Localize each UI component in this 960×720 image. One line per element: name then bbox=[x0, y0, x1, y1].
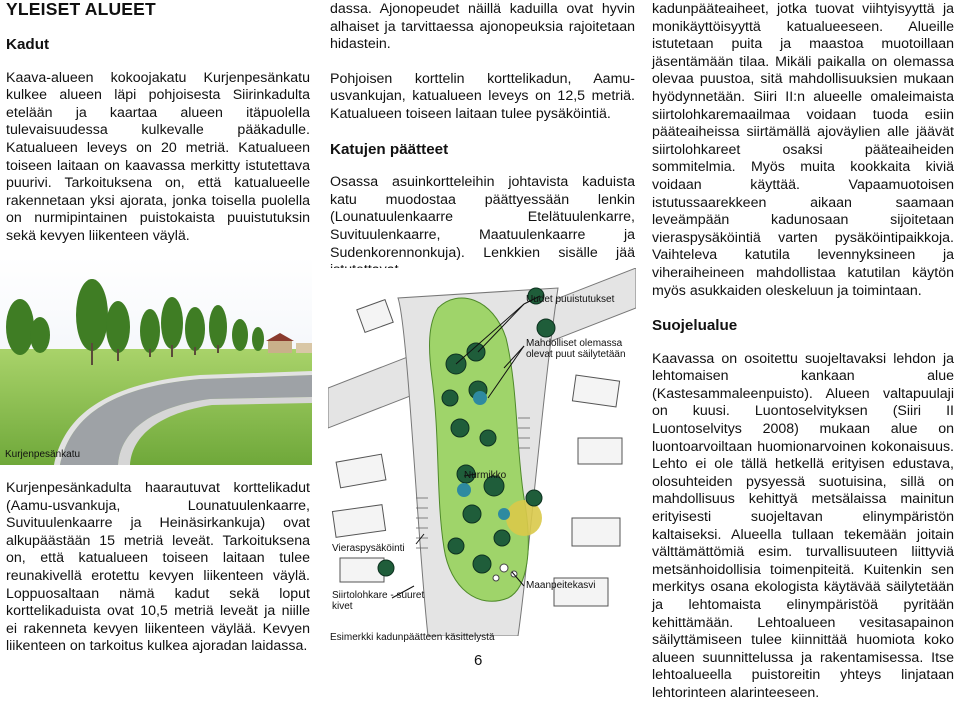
map-label-kept-trees: Mahdolliset olemassa olevat puut säilytetään bbox=[526, 338, 626, 360]
section-heading-kadut: Kadut bbox=[6, 36, 50, 53]
map-label-new-trees: Uudet puuistutukset bbox=[526, 294, 615, 305]
paragraph: Kurjenpesänkadulta haarautuvat korttelikadut (Aamu-usvankuja, Lounatuulenkaarre, Suvituulenkaarre ja Heinäsirkankuja) ovat alkupäästään 15 metriä leveät. Tarkoituksena on, että katualueen toiseen laitaan tulee reunakivellä erotettu kevyen liikenteen väylä. Loppuosaltaan nämä kadut sekä loput korttelikaduista ovat 10,5 metriä leveät ja niille ei rakenneta kevyen liikenteen väylää. Kevyen liikenteen on tarkoitus kulkea ajoradan laidassa. bbox=[6, 480, 310, 655]
paragraph: dassa. Ajonopeudet näillä kaduilla ovat hyvin alhaiset ja tarvittaessa ajonopeuksia rajoitetaan hidastein. bbox=[330, 1, 635, 53]
paragraph: Kaava-alueen kokoojakatu Kurjenpesänkatu kulkee alueen läpi pohjoisesta Siirinkadulta etelään ja kaartaa alueen itäpuolella tulevaisuudessa kulkevalle pääkadulle. Katualueen leveys on 20 metriä. Katualueen toiseen laitaan on kaavassa merkitty istutettava puurivi. Tarkoituksena on, että katualueelle rakennetaan yksi ajorata, jonka toisella puolella on nurmipintainen puistokaista puuistutuksin sekä kevyen liikenteen väylä. bbox=[6, 69, 310, 244]
page-number: 6 bbox=[474, 652, 483, 669]
middle-column bbox=[330, 1, 635, 297]
street-photo bbox=[0, 257, 312, 465]
left-column-bottom bbox=[6, 480, 310, 673]
map-label-parking: Vieraspysäköinti bbox=[332, 543, 405, 554]
paragraph: Kaavassa on osoitettu suojeltavaksi lehdon ja lehtomaisen kankaan alue (Kastesammaleenpuisto). Alueen valtapuulaji on kuusi. Luontoselvityksen (Siiri II Luontoselvitys 2008) mukaan alue on luontoarvoiltaan huomionarvoinen kokonaisuus. Lehto ei ole tällä hetkellä erityisen edustava, olosuhteiden pysyessä suotuisina, sillä on mahdollisuus kehittyä metsälaissa mainitun erityisesti suojeltavan elinympäristön kaltaiseksi. Alueella tullaan tekemään joitain välttämättömiä esim. turvallisuuteen liittyviä metsänhoidollisia toimenpiteitä. Kuitenkin sen merkitys osana ekologista käytävää säilytetään ja lehtomaista elinympäristöä pyritään kehittämään. Lehtoalueen vesitasapainon säilyttämiseen tulee kiinnittää huomiota koko alueen suunnittelussa ja rakentamisessa. Itse lehtoalueella puistoreitin yhteys linjataan lehtorinteen alarinteeseen. bbox=[652, 350, 954, 701]
page-title: YLEISET ALUEET bbox=[6, 0, 156, 19]
map-label-lawn: Nurmikko bbox=[464, 470, 507, 481]
section-heading-katujen-paatteet: Katujen päätteet bbox=[330, 140, 449, 158]
map-label-groundcover: Maanpeitekasvi bbox=[526, 580, 596, 591]
paragraph: kadunpääteaiheet, jotka tuovat viihtyisyyttä ja monikäyttöisyyttä katualueeseen. Alueille istutetaan puita ja maastoa muotoillaan jäsentämään tilaa. Mikäli paikalla on olemassa olevaa puustoa, sitä mahdollisuuksien mukaan hyödynnetään. Siiri II:n alueelle omaleimaista siirtolohkaremaailmaa voidaan tuoda esiin pääteaiheissa siirtämällä ajoväylien alle jäävät siirtolohkareet osaksi pääteaiheiden sommitelmia. Myös muita kookkaita kiviä voidaan käyttää. Vapaamuotoisen istutussaarekkeen aikaan saamaan leveämpään kadunosaan sijoitetaan vieraspysäköintiä varten pysäköintipaikkoja. Vaihteleva katutila levennyksineen ja viheraiheineen mahdollistaa katutilan käytön myös asukkaiden oleskeluun ja toimintaan. bbox=[652, 1, 954, 299]
map-label-boulders: Siirtolohkare - suuret kivet bbox=[332, 590, 425, 612]
left-column-top bbox=[6, 36, 310, 263]
paragraph: Pohjoisen korttelin korttelikadun, Aamu-usvankujan, katualueen leveys on 12,5 metriä. Katualueen toiseen laitaan tulee pysäköintiä. bbox=[330, 70, 635, 122]
photo-caption: Kurjenpesänkatu bbox=[5, 449, 81, 460]
section-heading-suojelualue: Suojelualue bbox=[652, 317, 738, 335]
right-column bbox=[652, 1, 954, 720]
map-caption: Esimerkki kadunpäätteen käsittelystä bbox=[330, 632, 495, 643]
paragraph: Osassa asuinkortteleihin johtavista kaduista katu muodostaa päättyessään lenkin (Lounatuulenkaarre Etelätuulenkarre, Suvituulenkaarre, Maatuulenkaarre ja Sudenkorennonkuja). Lenkkien sisälle jää bbox=[330, 174, 635, 261]
